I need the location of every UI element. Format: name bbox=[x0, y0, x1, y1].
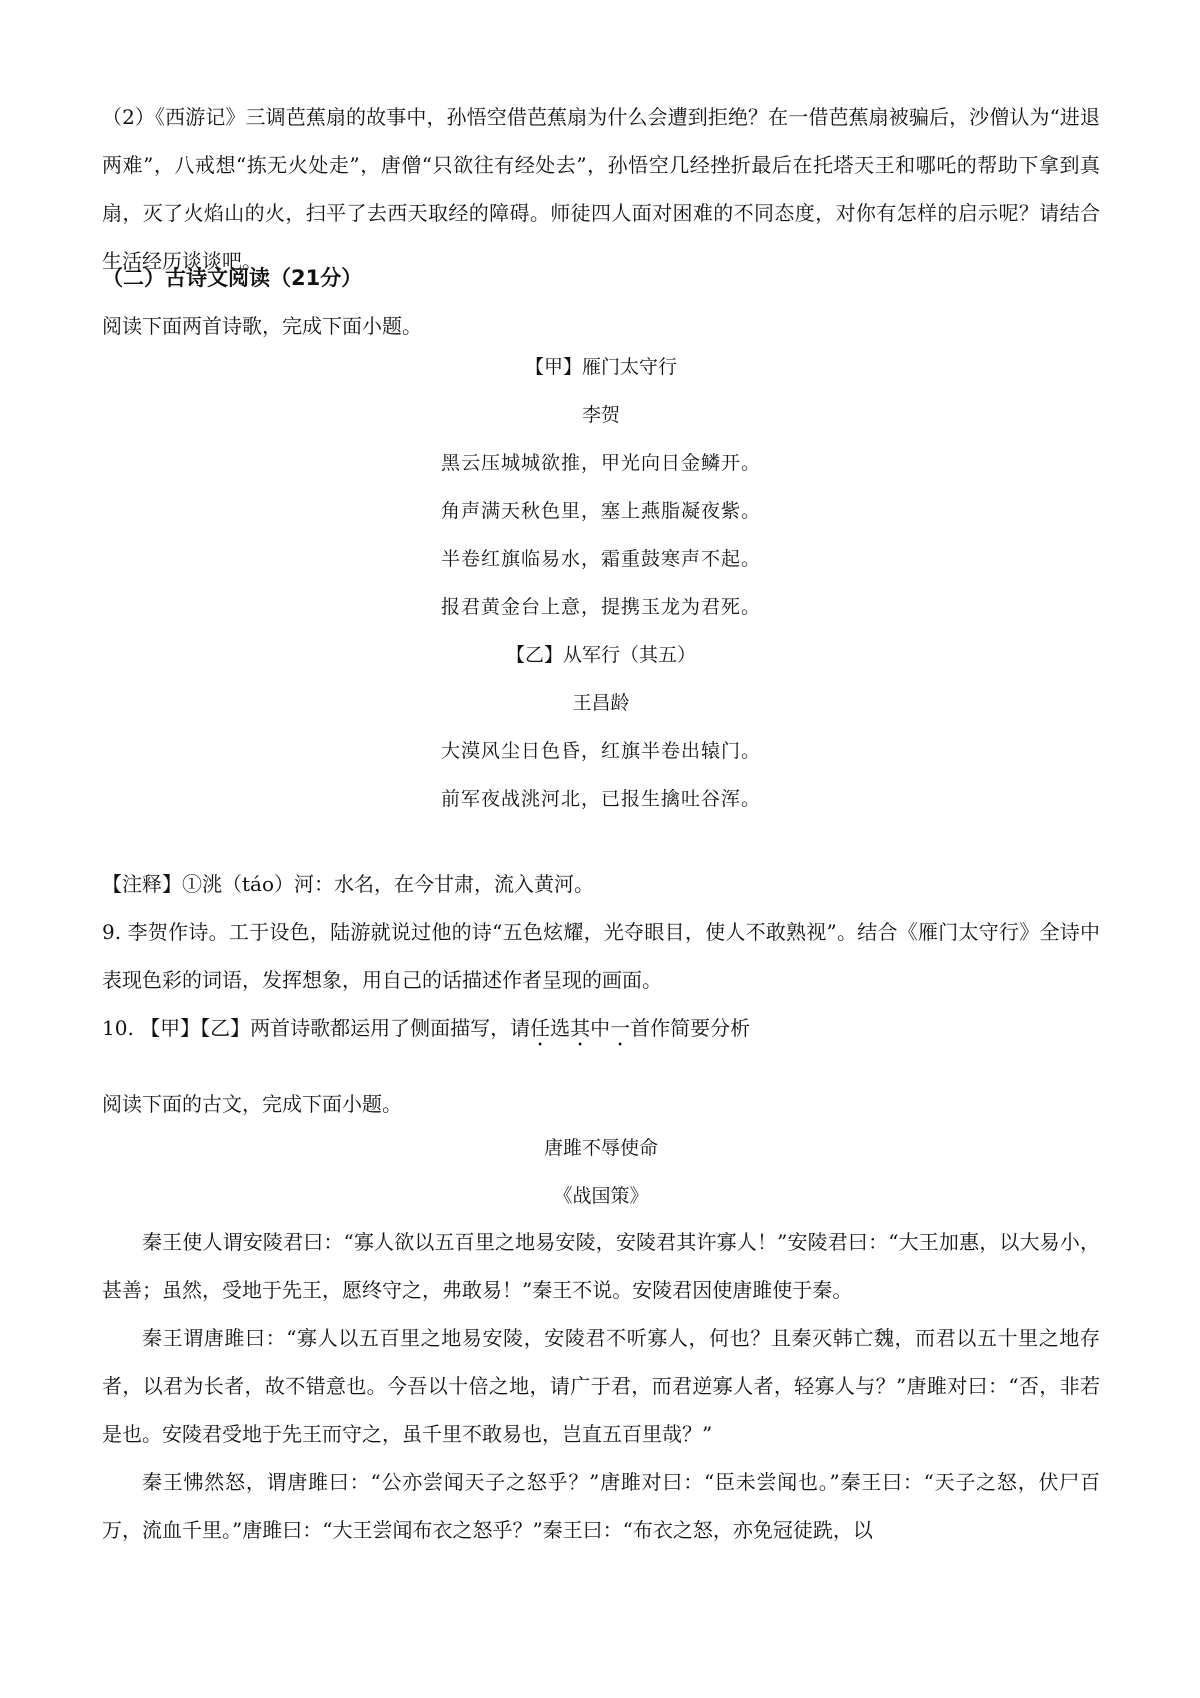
poem-1-line: 黑云压城城欲推，甲光向日金鳞开。 bbox=[440, 452, 761, 474]
poem-1-line: 半卷红旗临易水，霜重鼓寒声不起。 bbox=[440, 548, 761, 570]
emphasis-char: 任 bbox=[530, 1016, 551, 1040]
prose-paragraph: 秦王谓唐雎曰：“寡人以五百里之地易安陵，安陵君不听寡人，何也？且秦灭韩亡魏，而君以五十里之地存者，以君为长者，故不错意也。今吾以十倍之地，请广于君，而君逆寡人者，轻寡人与？”唐雎对曰：“否，非若是也。安陵君受地于先王而守之，虽千里不敢易也，岂直五百里哉？” bbox=[102, 1326, 1100, 1446]
question-2-text: （2）《西游记》三调芭蕉扇的故事中，孙悟空借芭蕉扇为什么会遭到拒绝？在一借芭蕉扇被骗后，沙僧认为“进退两难”，八戒想“拣无火处走”，唐僧“只欲往有经处去”，孙悟空几经挫折最后在托塔天王和哪吒的帮助下拿到真扇，灭了火焰山的火，扫平了去西天取经的障碍。师徒四人面对困难的不同态度，对你有怎样的启示呢？请结合生活经历谈谈吧。 bbox=[102, 105, 1100, 273]
emphasis-char: 一 bbox=[610, 1016, 631, 1040]
prose-body bbox=[102, 1218, 1100, 1554]
poem-2-line: 前军夜战洮河北，已报生擒吐谷浑。 bbox=[440, 788, 761, 810]
question-9-text: 9. 李贺作诗。工于设色，陆游就说过他的诗“五色炫耀，光夺眼目，使人不敢熟视”。结合《雁门太守行》全诗中表现色彩的词语，发挥想象，用自己的话描述作者呈现的画面。 bbox=[102, 920, 1100, 992]
poem-2-title: 【乙】从军行（其五） bbox=[505, 644, 696, 666]
annotation-note: 【注释】①洮（táo）河：水名，在今甘肃，流入黄河。 bbox=[102, 872, 595, 896]
prose-reading-intro: 阅读下面的古文，完成下面小题。 bbox=[102, 1092, 402, 1116]
section-heading: （二）古诗文阅读（21分） bbox=[102, 266, 363, 290]
poem-1-line: 角声满天秋色里，塞上燕脂凝夜紫。 bbox=[440, 500, 761, 522]
prose-paragraph: 秦王使人谓安陵君曰：“寡人欲以五百里之地易安陵，安陵君其许寡人！”安陵君曰：“大王加惠，以大易小，甚善；虽然，受地于先王，愿终守之，弗敢易！”秦王不说。安陵君因使唐雎使于秦。 bbox=[102, 1230, 1100, 1302]
prose-title: 唐雎不辱使命 bbox=[543, 1137, 658, 1159]
poem-2-line: 大漠风尘日色昏，红旗半卷出辕门。 bbox=[440, 740, 761, 762]
poem-1-title: 【甲】雁门太守行 bbox=[524, 356, 677, 378]
prose-paragraph: 秦王怫然怒，谓唐雎曰：“公亦尝闻天子之怒乎？”唐雎对曰：“臣未尝闻也。”秦王曰：“天子之怒，伏尸百万，流血千里。”唐雎曰：“大王尝闻布衣之怒乎？”秦王曰：“布衣之怒，亦免冠徒跣，以 bbox=[102, 1470, 1100, 1542]
poem-1-line: 报君黄金台上意，提携玉龙为君死。 bbox=[440, 596, 761, 618]
prose-header bbox=[102, 1124, 1100, 1220]
question-10-text: 10. 【甲】【乙】两首诗歌都运用了侧面描写，请任选其中一首作简要分析 bbox=[102, 1016, 751, 1040]
prose-source: 《战国策》 bbox=[553, 1185, 649, 1207]
poem-1-author: 李贺 bbox=[581, 404, 620, 426]
poem-2-author: 王昌龄 bbox=[572, 692, 630, 714]
poem-reading-intro: 阅读下面两首诗歌，完成下面小题。 bbox=[102, 314, 422, 338]
poem-1 bbox=[102, 343, 1100, 823]
emphasis-char: 其 bbox=[570, 1016, 591, 1040]
